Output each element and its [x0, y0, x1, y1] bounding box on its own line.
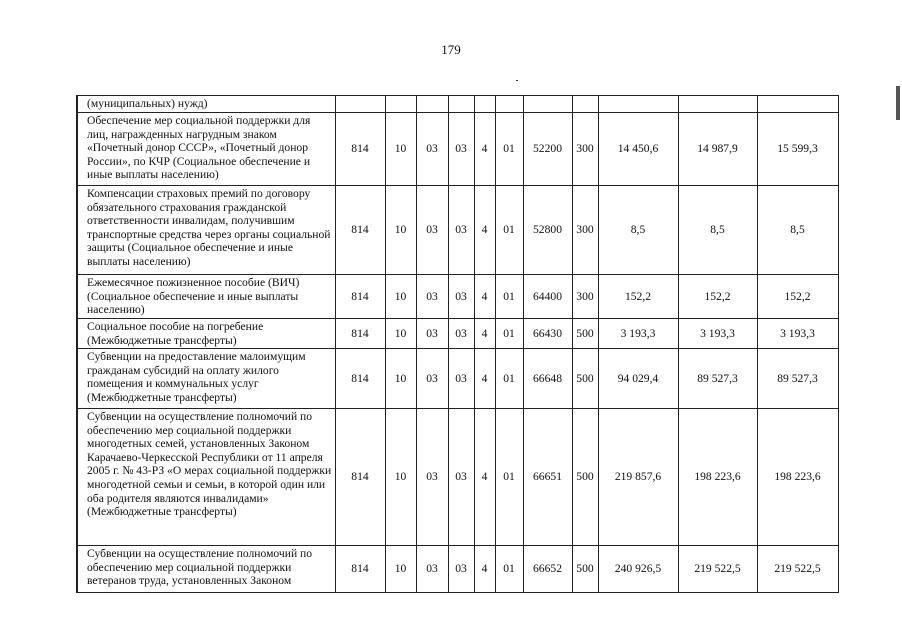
cell-subprogram: 4	[474, 546, 495, 593]
row-name: Социальное пособие на погребение (Межбюджетные трансферты)	[77, 319, 335, 349]
table-row	[77, 186, 838, 275]
table-row	[77, 319, 838, 349]
cell-sum-2: 89 527,3	[678, 349, 757, 409]
cell-subprogram: 4	[474, 349, 495, 409]
cell-subprogram: 4	[474, 319, 495, 349]
cell-sum-2: 198 223,6	[678, 409, 757, 546]
cell-expense-type: 500	[572, 349, 598, 409]
cell-program	[448, 96, 474, 113]
cell-ministry: 814	[335, 186, 385, 275]
cell-main-event	[495, 96, 523, 113]
cell-section: 10	[385, 546, 416, 593]
cell-ministry: 814	[335, 113, 385, 186]
cell-section: 10	[385, 319, 416, 349]
cell-subsection: 03	[416, 349, 448, 409]
budget-table	[76, 95, 839, 593]
cell-sum-1: 8,5	[598, 186, 678, 275]
cell-main-event: 01	[495, 319, 523, 349]
cell-expense-type: 500	[572, 409, 598, 546]
cell-main-event: 01	[495, 546, 523, 593]
cell-sum-2	[678, 96, 757, 113]
row-name: Субвенции на предоставление малоимущим гражданам субсидий на оплату жилого помещения и коммунальных услуг (Межбюджетные трансферты)	[77, 349, 335, 409]
cell-program: 03	[448, 546, 474, 593]
cell-sum-1: 240 926,5	[598, 546, 678, 593]
table-row	[77, 349, 838, 409]
cell-expense-type	[572, 96, 598, 113]
cell-ministry: 814	[335, 546, 385, 593]
row-name: Субвенции на осуществление полномочий по обеспечению мер социальной поддержки ветеранов труда, установленных Законом	[77, 546, 335, 593]
cell-subprogram: 4	[474, 275, 495, 319]
cell-expense-type: 300	[572, 275, 598, 319]
cell-main-event: 01	[495, 113, 523, 186]
cell-expense-type: 300	[572, 186, 598, 275]
cell-ministry: 814	[335, 319, 385, 349]
budget-table-body	[77, 96, 838, 593]
cell-subprogram	[474, 96, 495, 113]
cell-subsection: 03	[416, 113, 448, 186]
cell-subprogram: 4	[474, 186, 495, 275]
cell-subsection: 03	[416, 546, 448, 593]
cell-section: 10	[385, 275, 416, 319]
scan-edge-mark	[896, 86, 900, 120]
cell-sum-3: 219 522,5	[757, 546, 838, 593]
cell-main-event: 01	[495, 349, 523, 409]
cell-sum-3	[757, 96, 838, 113]
cell-ministry: 814	[335, 275, 385, 319]
cell-sum-2: 3 193,3	[678, 319, 757, 349]
cell-subsection: 03	[416, 409, 448, 546]
table-row	[77, 113, 838, 186]
cell-section: 10	[385, 113, 416, 186]
cell-direction: 66648	[523, 349, 572, 409]
cell-section	[385, 96, 416, 113]
cell-section: 10	[385, 409, 416, 546]
scan-speck	[516, 80, 518, 81]
cell-section: 10	[385, 349, 416, 409]
cell-sum-3: 8,5	[757, 186, 838, 275]
cell-main-event: 01	[495, 186, 523, 275]
cell-sum-1: 3 193,3	[598, 319, 678, 349]
table-row	[77, 409, 838, 546]
cell-program: 03	[448, 319, 474, 349]
cell-direction	[523, 96, 572, 113]
cell-program: 03	[448, 186, 474, 275]
table-row	[77, 546, 838, 593]
cell-direction: 52800	[523, 186, 572, 275]
cell-sum-3: 15 599,3	[757, 113, 838, 186]
cell-sum-2: 14 987,9	[678, 113, 757, 186]
cell-direction: 52200	[523, 113, 572, 186]
cell-main-event: 01	[495, 275, 523, 319]
cell-ministry: 814	[335, 349, 385, 409]
cell-subprogram: 4	[474, 409, 495, 546]
cell-direction: 66430	[523, 319, 572, 349]
cell-direction: 66651	[523, 409, 572, 546]
cell-sum-2: 219 522,5	[678, 546, 757, 593]
table-row	[77, 275, 838, 319]
row-name: Ежемесячное пожизненное пособие (ВИЧ) (Социальное обеспечение и иные выплаты населению)	[77, 275, 335, 319]
cell-subsection: 03	[416, 319, 448, 349]
cell-sum-2: 152,2	[678, 275, 757, 319]
cell-direction: 64400	[523, 275, 572, 319]
cell-sum-1: 14 450,6	[598, 113, 678, 186]
cell-direction: 66652	[523, 546, 572, 593]
cell-sum-1: 152,2	[598, 275, 678, 319]
cell-ministry: 814	[335, 409, 385, 546]
cell-subsection: 03	[416, 186, 448, 275]
cell-sum-3: 152,2	[757, 275, 838, 319]
cell-sum-3: 3 193,3	[757, 319, 838, 349]
cell-program: 03	[448, 275, 474, 319]
cell-program: 03	[448, 113, 474, 186]
cell-sum-1: 94 029,4	[598, 349, 678, 409]
row-name: (муниципальных) нужд)	[77, 96, 335, 113]
cell-section: 10	[385, 186, 416, 275]
row-name: Обеспечение мер социальной поддержки для лиц, награжденных нагрудным знаком «Почетный донор СССР», «Почетный донор России», по КЧР (Социальное обеспечение и иные выплаты населению)	[77, 113, 335, 186]
page-number: 179	[441, 42, 461, 57]
cell-subprogram: 4	[474, 113, 495, 186]
cell-sum-1: 219 857,6	[598, 409, 678, 546]
cell-sum-1	[598, 96, 678, 113]
cell-program: 03	[448, 349, 474, 409]
cell-expense-type: 500	[572, 319, 598, 349]
row-name: Компенсации страховых премий по договору обязательного страхования гражданской ответственности инвалидам, получившим транспортные средства через органы социальной защиты (Социальное обеспечение и иные выплаты населению)	[77, 186, 335, 275]
cell-ministry	[335, 96, 385, 113]
cell-expense-type: 500	[572, 546, 598, 593]
cell-program: 03	[448, 409, 474, 546]
cell-sum-3: 89 527,3	[757, 349, 838, 409]
cell-sum-2: 8,5	[678, 186, 757, 275]
cell-main-event: 01	[495, 409, 523, 546]
table-row	[77, 96, 838, 113]
cell-sum-3: 198 223,6	[757, 409, 838, 546]
row-name: Субвенции на осуществление полномочий по обеспечению мер социальной поддержки многодетных семей, установленных Законом Карачаево-Черкесской Республики от 11 апреля 2005 г. № 43-РЗ «О мерах социальной поддержки многодетной семьи и семьи, в которой один или оба родителя являются инвалидами» (Межбюджетные трансферты)	[77, 409, 335, 546]
cell-subsection: 03	[416, 275, 448, 319]
cell-expense-type: 300	[572, 113, 598, 186]
cell-subsection	[416, 96, 448, 113]
